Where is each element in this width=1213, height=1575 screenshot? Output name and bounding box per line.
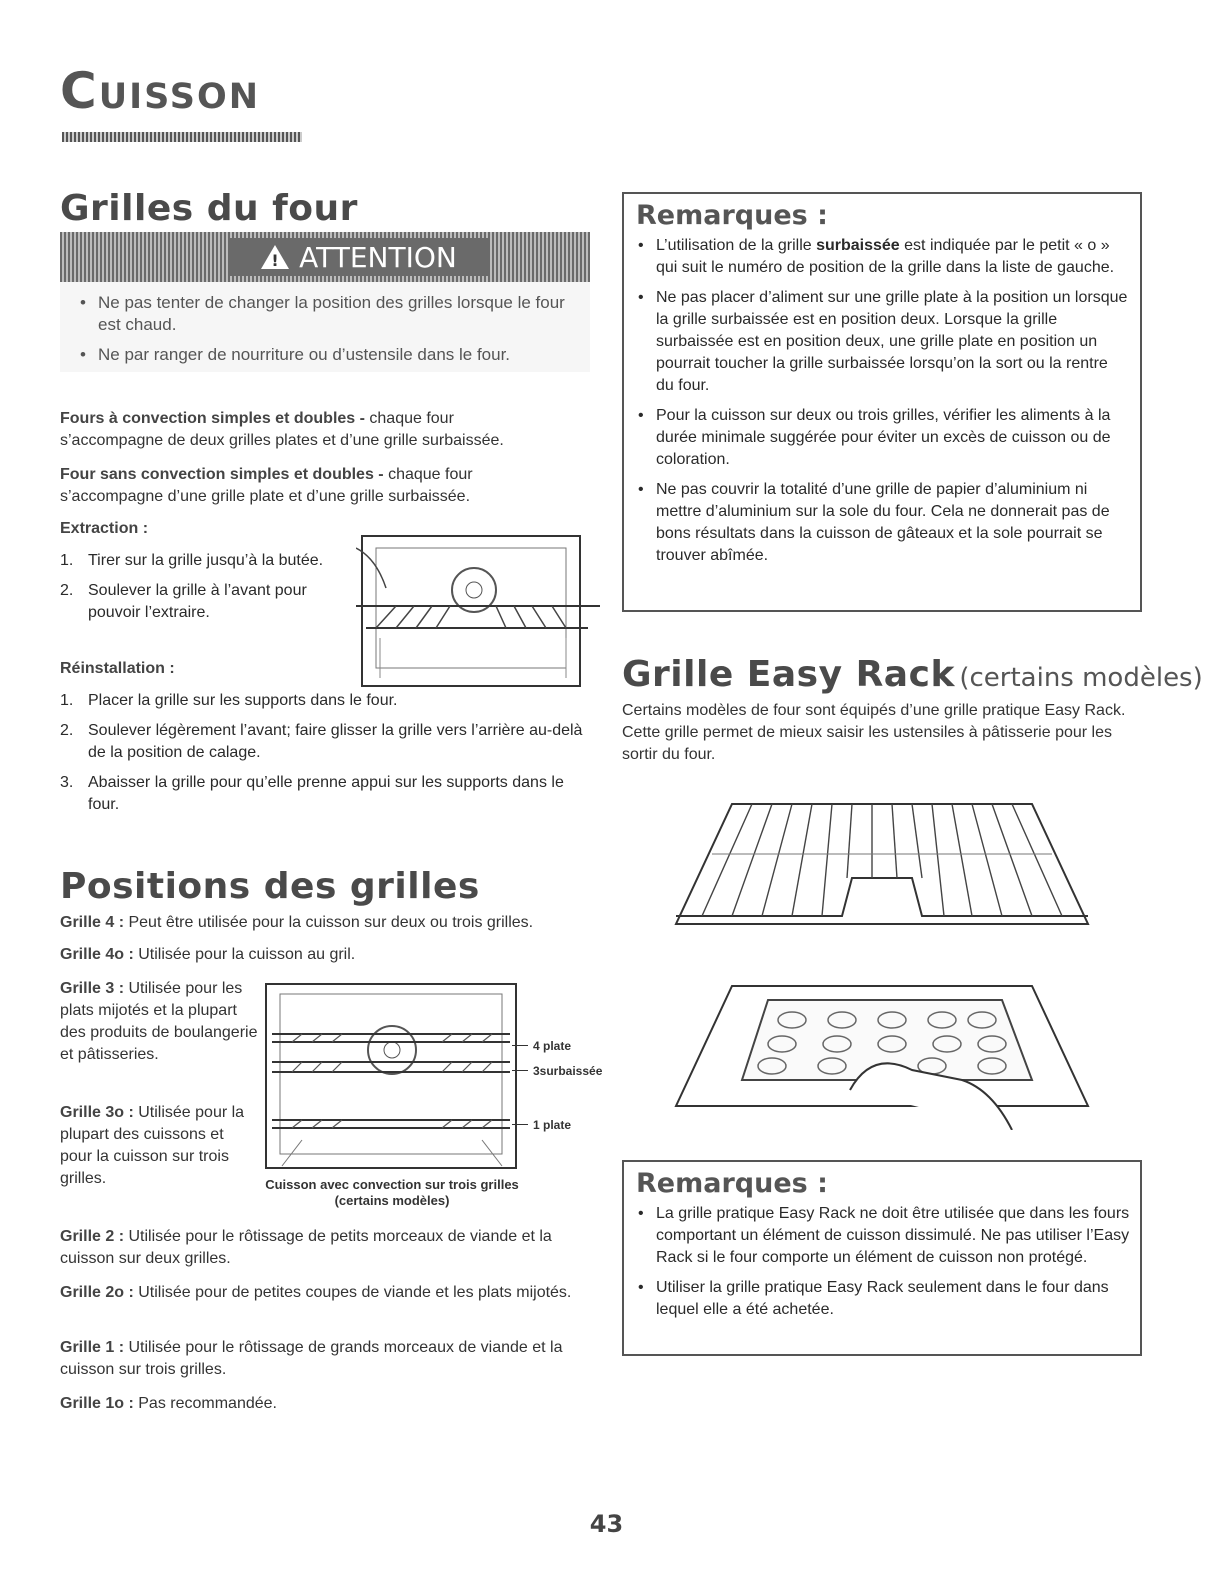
section-title-grilles: Grilles du four xyxy=(60,188,358,229)
svg-text:!: ! xyxy=(271,251,279,270)
attention-label: ATTENTION xyxy=(299,240,457,274)
oven-rack-extraction-illustration xyxy=(356,528,600,688)
step-item: 3. Abaisser la grille pour qu’elle prenne appui sur les supports dans le four. xyxy=(60,774,564,813)
figure-caption-three-racks: Cuisson avec convection sur trois grilles (certains modèles) xyxy=(265,1177,519,1208)
extraction-steps xyxy=(60,550,330,632)
position-grille-3o: Grille 3o : Utilisée pour la plupart des cuissons et pour la cuisson sur trois grilles. xyxy=(60,1104,245,1187)
rack-label-3-surbaissee: 3surbaissée xyxy=(533,1064,603,1078)
easy-rack-description: Certains modèles de four sont équipés d’une grille pratique Easy Rack. Cette grille permet de mieux saisir les ustensiles à pâtisserie pour les sortir du four. xyxy=(622,702,1126,763)
step-item: 1. Tirer sur la grille jusqu’à la butée. xyxy=(60,552,324,569)
attention-item: • Ne pas tenter de changer la position des grilles lorsque le four est chaud. xyxy=(80,293,565,334)
position-grille-2o: Grille 2o : Utilisée pour de petites coupes de viande et les plats mijotés. xyxy=(60,1284,572,1301)
position-grille-2: Grille 2 : Utilisée pour le rôtissage de petits morceaux de viande et la cuisson sur deux grilles. xyxy=(60,1228,552,1267)
remarque-item: • La grille pratique Easy Rack ne doit être utilisée que dans les fours comportant un élément de cuisson dissimulé. Ne pas utiliser l’Easy Rack si le four comporte un élément de cuisson non protégé. xyxy=(638,1205,1130,1266)
step-item: 2. Soulever légèrement l’avant; faire glisser la grille vers l’arrière au-delà de la position de calage. xyxy=(60,722,583,761)
remarques-box-1 xyxy=(622,192,1142,612)
rack-label-4-plate: 4 plate xyxy=(533,1039,572,1053)
oven-three-rack-illustration xyxy=(262,980,522,1172)
position-grille-4o: Grille 4o : Utilisée pour la cuisson au gril. xyxy=(60,946,356,963)
position-grille-4: Grille 4 : Peut être utilisée pour la cuisson sur deux ou trois grilles. xyxy=(60,914,534,931)
section-title-positions: Positions des grilles xyxy=(60,866,480,907)
para-sans-convection: Four sans convection simples et doubles - chaque four s’accompagne d’une grille plate et d’une grille surbaissée. xyxy=(60,466,473,505)
attention-box xyxy=(60,282,590,372)
remarque-item: • Pour la cuisson sur deux ou trois grilles, vérifier les aliments à la durée minimale suggérée pour éviter un excès de cuisson ou de coloration. xyxy=(638,407,1111,468)
para-convection: Fours à convection simples et doubles - chaque four s’accompagne de deux grilles plates et d’une grille surbaissée. xyxy=(60,410,504,449)
warning-icon xyxy=(259,243,291,271)
position-grille-1o: Grille 1o : Pas recommandée. xyxy=(60,1395,277,1412)
easy-rack-illustration xyxy=(672,798,1092,930)
easy-rack-cookie-sheet-illustration xyxy=(672,980,1092,1130)
step-item: 2. Soulever la grille à l’avant pour pouvoir l’extraire. xyxy=(60,582,307,621)
remarque-item: • Utiliser la grille pratique Easy Rack seulement dans le four dans lequel elle a été achetée. xyxy=(638,1279,1109,1318)
remarque-item: • Ne pas couvrir la totalité d’une grille de papier d’aluminium ni mettre d’aluminium sur la sole du four. Cela ne donnerait pas de bons résultats dans la cuisson de gâteaux et la sole pourrait se trouver abîmée. xyxy=(638,481,1110,564)
page-title: Cuisson xyxy=(60,62,261,120)
title-underline xyxy=(62,132,302,142)
remarques-title: Remarques : xyxy=(636,1168,828,1199)
remarque-item: • Ne pas placer d’aliment sur une grille plate à la position un lorsque la grille surbaissée est en position deux. Lorsque la grille surbaissée est en position deux, une grille plate en position un pourrait toucher la grille surbaissée lorsqu’on la sort ou la rentre du four. xyxy=(638,289,1128,394)
position-grille-1: Grille 1 : Utilisée pour le rôtissage de grands morceaux de viande et la cuisson sur trois grilles. xyxy=(60,1339,563,1378)
reinstall-title: Réinstallation : xyxy=(60,660,175,677)
reinstall-steps xyxy=(60,690,595,824)
attention-item: • Ne par ranger de nourriture ou d’ustensile dans le four. xyxy=(80,345,511,364)
extraction-title: Extraction : xyxy=(60,520,149,537)
remarques-box-2 xyxy=(622,1160,1142,1356)
remarques-title: Remarques : xyxy=(636,200,828,231)
step-item: 1. Placer la grille sur les supports dans le four. xyxy=(60,692,398,709)
section-title-easy-rack: Grille Easy Rack (certains modèles) xyxy=(622,654,1203,695)
page-number: 43 xyxy=(589,1510,624,1538)
leader-line-1 xyxy=(512,1124,528,1125)
leader-line-3 xyxy=(512,1070,528,1071)
remarque-item: • L’utilisation de la grille surbaissée est indiquée par le petit « o » qui suit le numéro de position de la grille dans la liste de gauche. xyxy=(638,237,1115,276)
leader-line-4 xyxy=(512,1045,528,1046)
rack-label-1-plate: 1 plate xyxy=(533,1118,572,1132)
attention-banner xyxy=(60,232,590,282)
position-grille-3: Grille 3 : Utilisée pour les plats mijotés et la plupart des produits de boulangerie et pâtisseries. xyxy=(60,980,258,1063)
